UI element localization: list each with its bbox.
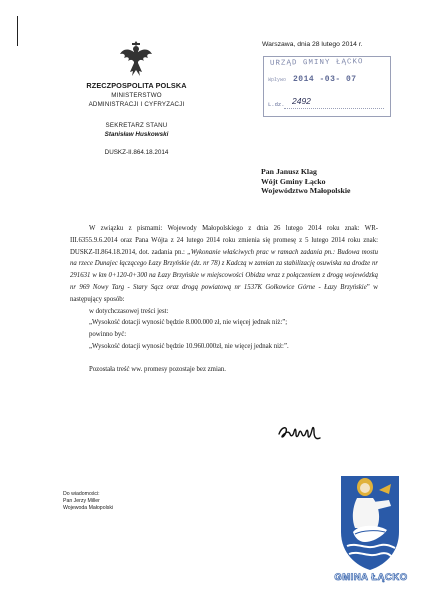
handwritten-signature [276,418,324,448]
current-text-quote: „Wysokość dotacji wynosić będzie 8.000.000 zł, nie więcej jednak niż:”; [89,319,288,327]
date-line: Warszawa, dnia 28 lutego 2014 r. [262,41,363,48]
new-text-label: powinno być: [89,331,127,339]
secretary-title: SEKRETARZ STANU [105,122,168,129]
body-paragraph-1 [70,223,378,306]
municipal-coat-of-arms-icon [337,472,403,572]
secretary-name: Stanisław Huskowski [104,131,169,138]
ministry-line-1: MINISTERSTWO [111,92,162,99]
new-text-quote: „Wysokość dotacji wynosić będzie 10.960.000zł, nie więcej jednak niż:”. [89,342,289,350]
received-stamp [263,56,391,117]
paragraph-tail: ” w następujący sposób: [70,283,378,303]
stamp-received-label: Wpływo [268,77,287,83]
stamp-number-label: L.dz. [268,101,285,108]
addressee-region: Województwo Małopolskie [261,186,351,196]
current-text-label: w dotychczasowej treści jest: [89,307,169,315]
addressee-role: Wójt Gminy Łącko [261,176,326,186]
republic-heading: RZECZPOSPOLITA POLSKA [86,81,187,90]
polish-eagle-emblem-icon [118,38,154,78]
letter-body [70,223,378,376]
addressee-name: Pan Janusz Klag [261,167,317,176]
document-reference: DUSKZ-II.864.18.2014 [104,149,169,156]
task-name: „Wykonanie właściwych prac w ramach zadania pn.: Budowa mostu na rzece Dunajec łączącego Łazy Brzyńskie (dz. nr 78) z Kadczą w zamian za stabilizację osuwiska na drodze nr 291631 w km 0+120-0+300 na Łazy Brzyńskie w miejscowości Obidza wraz z połączeniem z drogą wojewódzką nr 969 Nowy Targ - Stary Sącz oraz drogą powiatową nr 1537K Gołkowice Górne - Łazy Brzyńskie [70,248,378,291]
cc-recipient-name: Pan Jerzy Miller [63,498,100,505]
ministry-letterhead [44,81,229,156]
stamp-number-line [284,108,384,109]
margin-rule [17,16,18,46]
cc-recipient-role: Wojewoda Małopolski [63,505,114,512]
closing-sentence: Pozostała treść ww. promesy pozostaje bez zmian. [89,365,226,373]
municipality-name: GMINA ŁĄCKO [334,572,408,583]
ministry-line-2: ADMINISTRACJI I CYFRYZACJI [88,101,185,108]
paragraph-intro: W związku z pismami: Wojewody Małopolskiego z dnia 26 lutego 2014 roku znak: WR-III.6355.9.6.2014 oraz Pana Wójta z 24 lutego 2014 roku zmienia się promesę z 5 lutego 2014 roku znak: DUSKZ-II.864.18.2014, dot. zadania pn.: [70,225,378,256]
cc-label: Do wiadomości: [63,491,100,497]
stamp-number-value: 2492 [292,96,311,106]
stamp-received-date: 2014 -03- 07 [293,75,357,84]
stamp-title: URZĄD GMINY ŁĄCKO [269,58,364,68]
carbon-copy-block [63,491,113,513]
addressee-block [261,167,350,196]
